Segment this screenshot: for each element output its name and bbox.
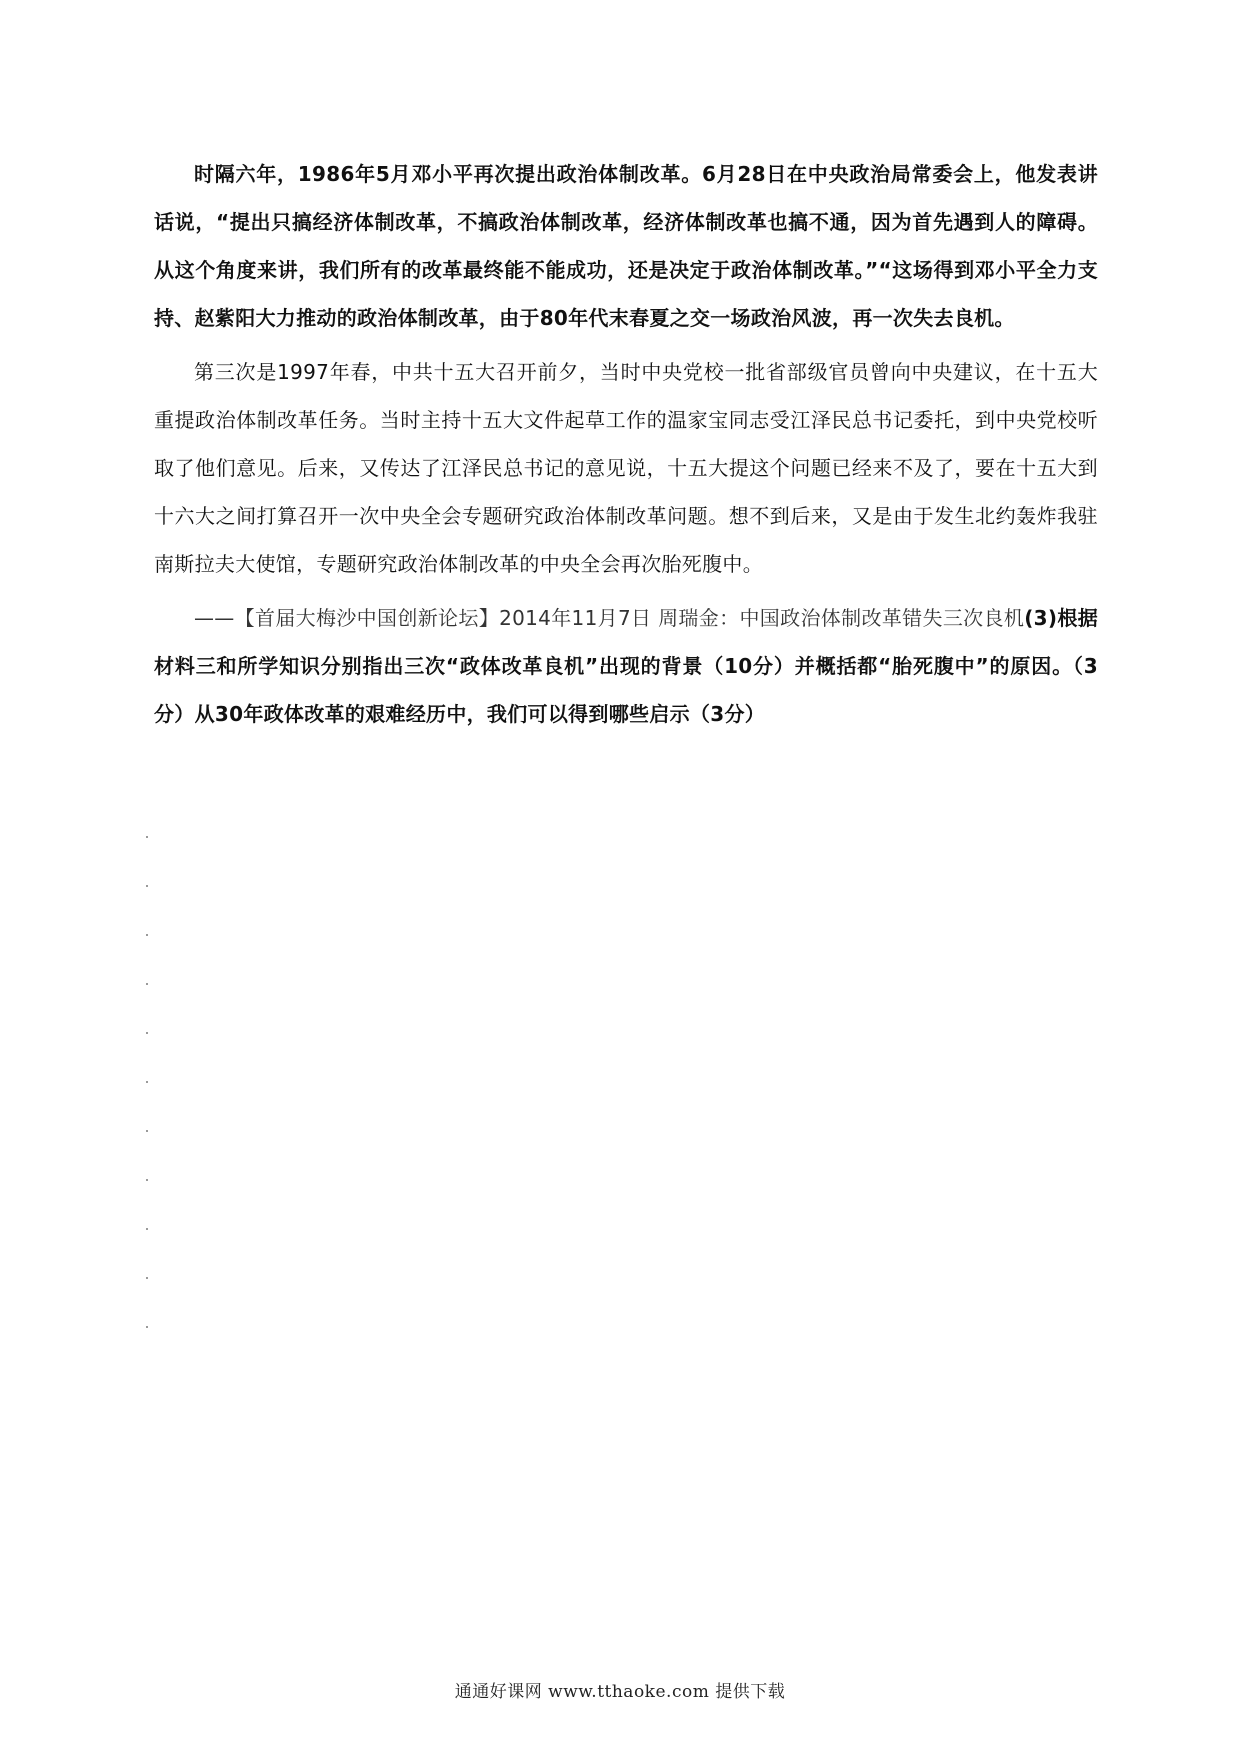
paragraph-1: 时隔六年，1986年5月邓小平再次提出政治体制改革。6月28日在中央政治局常委会上，他发表讲话说，“提出只搞经济体制改革，不搞政治体制改革，经济体制改革也搞不通，因为首先遇到人的障碍。从这个角度来讲，我们所有的改革最终能不能成功，还是决定于政治体制改革。”“这场得到邓小平全力支持、赵紫阳大力推动的政治体制改革，由于80年代末春夏之交一场政治风波，再一次失去良机。: [154, 162, 1098, 330]
answer-line-marker: [146, 1081, 148, 1083]
answer-line-marker: [146, 983, 148, 985]
answer-line-marker: [146, 1032, 148, 1034]
answer-line-marker: [146, 836, 148, 838]
answer-line-marker: [146, 1326, 148, 1328]
answer-line-marker: [146, 1277, 148, 1279]
answer-line-marker: [146, 1228, 148, 1230]
source-and-question: [154, 594, 1098, 738]
answer-line-marker: [146, 1179, 148, 1181]
answer-line-marker: [146, 1130, 148, 1132]
question-text: (3)根据材料三和所学知识分别指出三次“政体改革良机”出现的背景（10分）并概括都“胎死腹中”的原因。（3分）从30年政体改革的艰难经历中，我们可以得到哪些启示（3分）: [154, 606, 1098, 726]
answer-line-marker: [146, 934, 148, 936]
answer-line-marker: [146, 885, 148, 887]
paragraph-2: 第三次是1997年春，中共十五大召开前夕，当时中央党校一批省部级官员曾向中央建议，在十五大重提政治体制改革任务。当时主持十五大文件起草工作的温家宝同志受江泽民总书记委托，到中央党校听取了他们意见。后来，又传达了江泽民总书记的意见说，十五大提这个问题已经来不及了，要在十五大到十六大之间打算召开一次中央全会专题研究政治体制改革问题。想不到后来，又是由于发生北约轰炸我驻南斯拉夫大使馆，专题研究政治体制改革的中央全会再次胎死腹中。: [154, 360, 1098, 576]
source-citation: ——【首届大梅沙中国创新论坛】2014年11月7日 周瑞金：中国政治体制改革错失三次良机: [194, 606, 1025, 630]
footer-credit: 通通好课网 www.tthaoke.com 提供下载: [454, 1682, 786, 1702]
answer-area: [146, 836, 150, 1375]
document-body: [154, 150, 1098, 738]
